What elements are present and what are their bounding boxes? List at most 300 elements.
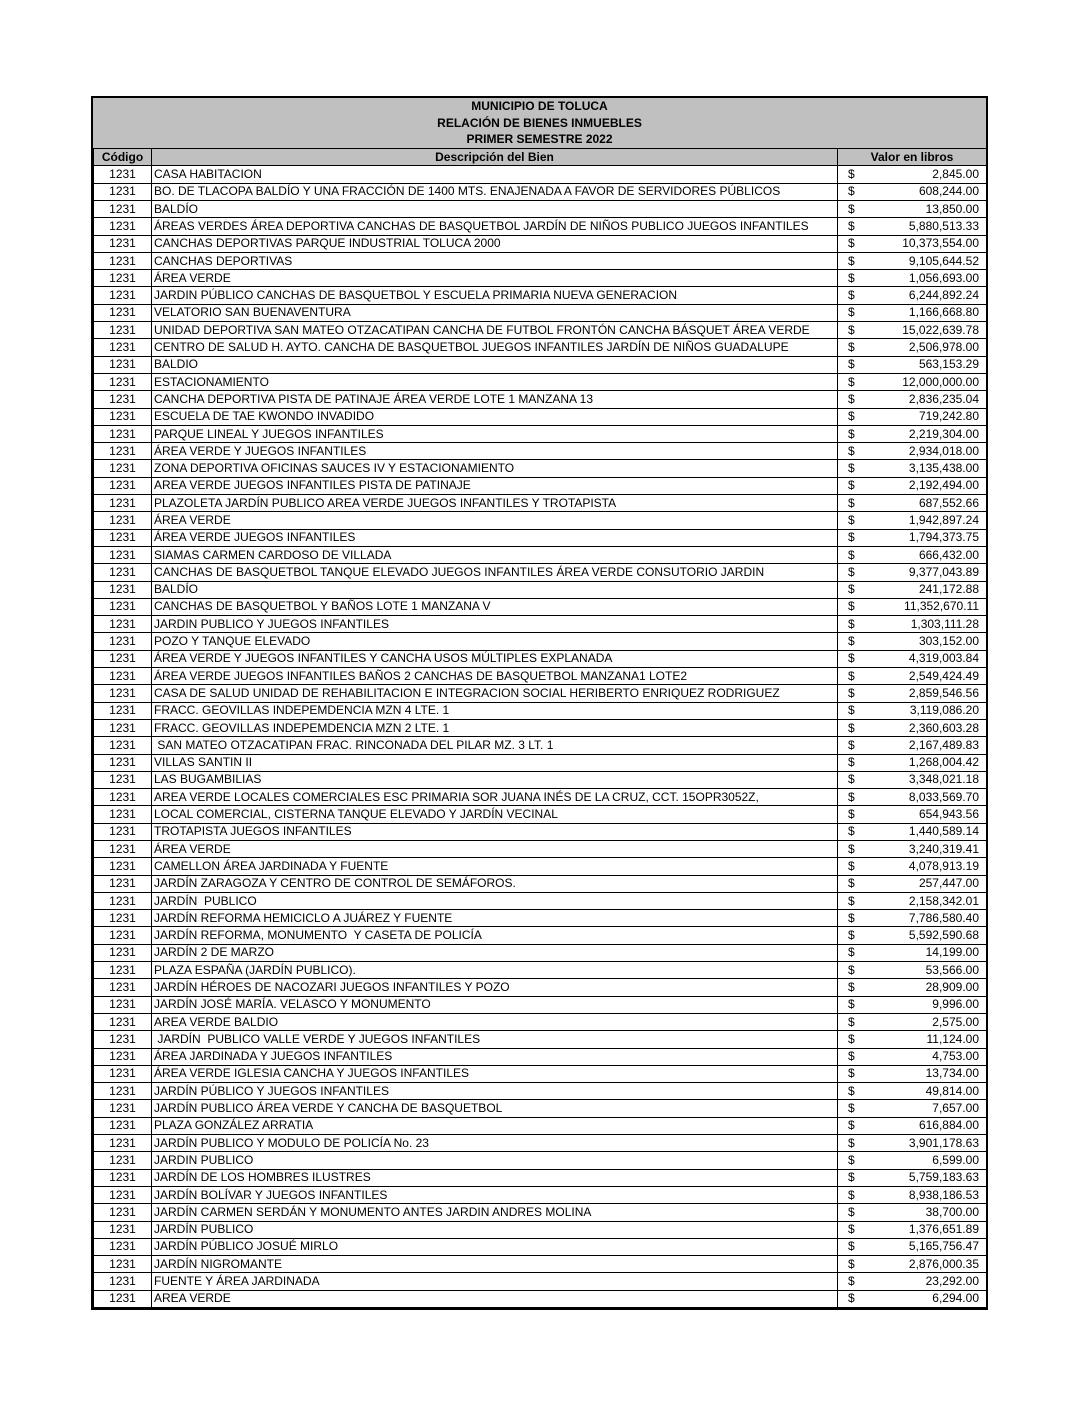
currency-symbol: $ xyxy=(848,184,855,199)
currency-symbol: $ xyxy=(848,858,855,873)
row-code: 1231 xyxy=(94,771,152,788)
row-code: 1231 xyxy=(94,1083,152,1100)
currency-symbol: $ xyxy=(848,478,855,493)
row-value xyxy=(838,322,987,339)
table-row xyxy=(94,1186,987,1203)
currency-symbol: $ xyxy=(848,980,855,994)
row-value xyxy=(838,1169,987,1186)
row-value xyxy=(838,823,987,840)
table-row xyxy=(94,789,987,806)
row-code: 1231 xyxy=(94,201,152,218)
row-code: 1231 xyxy=(94,218,152,235)
row-value xyxy=(838,754,987,771)
row-description: ÁREA VERDE JUEGOS INFANTILES BAÑOS 2 CANCHAS DE BASQUETBOL MANZANA1 LOTE2 xyxy=(152,668,838,685)
row-value xyxy=(838,789,987,806)
currency-symbol: $ xyxy=(848,270,855,285)
book-value-amount: 654,943.56 xyxy=(918,807,979,822)
row-description: JARDÍN HÉROES DE NACOZARI JUEGOS INFANTILES Y POZO xyxy=(152,979,838,996)
row-description: POZO Y TANQUE ELEVADO xyxy=(152,633,838,650)
currency-symbol: $ xyxy=(848,876,855,891)
row-code: 1231 xyxy=(94,979,152,996)
book-value-amount: 3,135,438.00 xyxy=(908,461,979,476)
table-row xyxy=(94,252,987,269)
currency-symbol: $ xyxy=(848,945,855,960)
book-value-amount: 2,876,000.35 xyxy=(908,1256,979,1271)
row-description: JARDÍN PUBLICO VALLE VERDE Y JUEGOS INFANTILES xyxy=(152,1031,838,1048)
book-value-amount: 2,549,424.49 xyxy=(908,668,979,683)
row-code: 1231 xyxy=(94,754,152,771)
row-value xyxy=(838,581,987,598)
row-code: 1231 xyxy=(94,373,152,390)
row-value xyxy=(838,512,987,529)
row-description: SAN MATEO OTZACATIPAN FRAC. RINCONADA DEL PILAR MZ. 3 LT. 1 xyxy=(152,737,838,754)
row-value xyxy=(838,287,987,304)
currency-symbol: $ xyxy=(848,1187,855,1202)
row-description: ÁREA VERDE Y JUEGOS INFANTILES Y CANCHA USOS MÚLTIPLES EXPLANADA xyxy=(152,650,838,667)
book-value-amount: 687,552.66 xyxy=(918,495,979,510)
table-row xyxy=(94,460,987,477)
row-code: 1231 xyxy=(94,737,152,754)
row-value xyxy=(838,166,987,183)
book-value-amount: 1,056,693.00 xyxy=(908,270,979,285)
table-row xyxy=(94,685,987,702)
row-value xyxy=(838,270,987,287)
table-row xyxy=(94,650,987,667)
row-value xyxy=(838,201,987,218)
column-header-value: Valor en libros xyxy=(838,149,987,166)
book-value-amount: 5,165,756.47 xyxy=(908,1239,979,1254)
table-row xyxy=(94,1273,987,1290)
row-description: LOCAL COMERCIAL, CISTERNA TANQUE ELEVADO Y JARDÍN VECINAL xyxy=(152,806,838,823)
table-row xyxy=(94,979,987,996)
row-code: 1231 xyxy=(94,564,152,581)
currency-symbol: $ xyxy=(848,703,855,718)
table-row xyxy=(94,598,987,615)
table-row xyxy=(94,356,987,373)
table-row xyxy=(94,1100,987,1117)
row-value xyxy=(838,858,987,875)
row-description: ÁREA JARDINADA Y JUEGOS INFANTILES xyxy=(152,1048,838,1065)
row-description: TROTAPISTA JUEGOS INFANTILES xyxy=(152,823,838,840)
row-code: 1231 xyxy=(94,460,152,477)
currency-symbol: $ xyxy=(848,564,855,579)
currency-symbol: $ xyxy=(848,547,855,562)
row-value xyxy=(838,1186,987,1203)
table-row xyxy=(94,1256,987,1273)
row-code: 1231 xyxy=(94,1238,152,1255)
report-subtitle: RELACIÓN DE BIENES INMUEBLES xyxy=(437,115,642,130)
currency-symbol: $ xyxy=(848,1031,855,1046)
row-value xyxy=(838,1152,987,1169)
row-value xyxy=(838,996,987,1013)
row-description: ZONA DEPORTIVA OFICINAS SAUCES IV Y ESTACIONAMIENTO xyxy=(152,460,838,477)
row-code: 1231 xyxy=(94,910,152,927)
row-code: 1231 xyxy=(94,425,152,442)
book-value-amount: 7,657.00 xyxy=(932,1101,979,1116)
row-code: 1231 xyxy=(94,443,152,460)
currency-symbol: $ xyxy=(848,1118,855,1133)
row-value xyxy=(838,806,987,823)
row-value xyxy=(838,668,987,685)
book-value-amount: 2,192,494.00 xyxy=(908,478,979,493)
book-value-amount: 2,575.00 xyxy=(932,1014,979,1029)
row-value xyxy=(838,616,987,633)
book-value-amount: 257,447.00 xyxy=(918,876,979,891)
table-row xyxy=(94,564,987,581)
row-value xyxy=(838,598,987,615)
row-value xyxy=(838,962,987,979)
currency-symbol: $ xyxy=(848,340,855,355)
row-description: CENTRO DE SALUD H. AYTO. CANCHA DE BASQUETBOL JUEGOS INFANTILES JARDÍN DE NIÑOS GUADALUPE xyxy=(152,339,838,356)
column-header-description: Descripción del Bien xyxy=(152,149,838,166)
row-description: BALDÍO xyxy=(152,201,838,218)
currency-symbol: $ xyxy=(848,841,855,856)
table-row xyxy=(94,495,987,512)
book-value-amount: 1,942,897.24 xyxy=(908,512,979,527)
row-value xyxy=(838,719,987,736)
row-code: 1231 xyxy=(94,252,152,269)
table-row xyxy=(94,581,987,598)
book-value-amount: 9,105,644.52 xyxy=(908,253,979,268)
row-description: FRACC. GEOVILLAS INDEPEMDENCIA MZN 2 LTE. 1 xyxy=(152,719,838,736)
book-value-amount: 4,078,913.19 xyxy=(908,858,979,873)
currency-symbol: $ xyxy=(848,928,855,943)
currency-symbol: $ xyxy=(848,253,855,268)
table-row xyxy=(94,858,987,875)
row-value xyxy=(838,546,987,563)
book-value-amount: 2,859,546.56 xyxy=(908,685,979,700)
row-code: 1231 xyxy=(94,529,152,546)
book-value-amount: 1,303,111.28 xyxy=(910,616,979,631)
table-row xyxy=(94,218,987,235)
row-description: AREA VERDE BALDIO xyxy=(152,1013,838,1030)
row-code: 1231 xyxy=(94,183,152,200)
currency-symbol: $ xyxy=(848,305,855,320)
book-value-amount: 10,373,554.00 xyxy=(902,236,979,251)
currency-symbol: $ xyxy=(848,997,855,1012)
row-value xyxy=(838,1065,987,1082)
row-description: CASA HABITACION xyxy=(152,166,838,183)
table-row xyxy=(94,391,987,408)
row-code: 1231 xyxy=(94,1221,152,1238)
report-header xyxy=(93,98,986,148)
table-row xyxy=(94,668,987,685)
row-code: 1231 xyxy=(94,927,152,944)
book-value-amount: 38,700.00 xyxy=(925,1204,979,1219)
currency-symbol: $ xyxy=(848,288,855,303)
row-description: JARDÍN PUBLICO xyxy=(152,892,838,909)
table-row xyxy=(94,892,987,909)
book-value-amount: 15,022,639.78 xyxy=(902,322,979,337)
currency-symbol: $ xyxy=(848,218,855,233)
row-description: UNIDAD DEPORTIVA SAN MATEO OTZACATIPAN CANCHA DE FUTBOL FRONTÓN CANCHA BÁSQUET ÁREA VERDE xyxy=(152,322,838,339)
row-code: 1231 xyxy=(94,304,152,321)
currency-symbol: $ xyxy=(848,426,855,441)
report-period: PRIMER SEMESTRE 2022 xyxy=(466,132,613,147)
row-code: 1231 xyxy=(94,1117,152,1134)
row-code: 1231 xyxy=(94,616,152,633)
currency-symbol: $ xyxy=(848,374,855,389)
row-description: FRACC. GEOVILLAS INDEPEMDENCIA MZN 4 LTE. 1 xyxy=(152,702,838,719)
book-value-amount: 11,352,670.11 xyxy=(904,599,979,614)
row-code: 1231 xyxy=(94,166,152,183)
row-description: SIAMAS CARMEN CARDOSO DE VILLADA xyxy=(152,546,838,563)
book-value-amount: 4,753.00 xyxy=(932,1049,979,1064)
table-row xyxy=(94,962,987,979)
currency-symbol: $ xyxy=(848,599,855,614)
column-header-code: Código xyxy=(94,149,152,166)
row-value xyxy=(838,771,987,788)
currency-symbol: $ xyxy=(848,1274,855,1289)
row-description: ÁREA VERDE xyxy=(152,840,838,857)
row-description: JARDÍN 2 DE MARZO xyxy=(152,944,838,961)
row-description: AREA VERDE LOCALES COMERCIALES ESC PRIMARIA SOR JUANA INÉS DE LA CRUZ, CCT. 15OPR3052Z, xyxy=(152,789,838,806)
row-code: 1231 xyxy=(94,789,152,806)
book-value-amount: 1,166,668.80 xyxy=(908,305,979,320)
currency-symbol: $ xyxy=(848,1152,855,1167)
table-row xyxy=(94,840,987,857)
table-row xyxy=(94,1204,987,1221)
table-row xyxy=(94,737,987,754)
table-row xyxy=(94,1013,987,1030)
row-value xyxy=(838,1221,987,1238)
table-row xyxy=(94,1135,987,1152)
table-row xyxy=(94,875,987,892)
table-row xyxy=(94,512,987,529)
table-row xyxy=(94,339,987,356)
book-value-amount: 2,934,018.00 xyxy=(908,443,979,458)
row-description: ESTACIONAMIENTO xyxy=(152,373,838,390)
book-value-amount: 563,153.29 xyxy=(918,357,979,372)
currency-symbol: $ xyxy=(848,236,855,251)
table-row xyxy=(94,1169,987,1186)
row-code: 1231 xyxy=(94,1031,152,1048)
row-code: 1231 xyxy=(94,339,152,356)
book-value-amount: 3,348,021.18 xyxy=(908,772,979,787)
row-description: JARDÍN PÚBLICO JOSUÉ MIRLO xyxy=(152,1238,838,1255)
currency-symbol: $ xyxy=(848,1256,855,1271)
row-description: PLAZA GONZÁLEZ ARRATIA xyxy=(152,1117,838,1134)
currency-symbol: $ xyxy=(848,962,855,977)
row-value xyxy=(838,443,987,460)
book-value-amount: 1,794,373.75 xyxy=(908,530,979,545)
row-value xyxy=(838,425,987,442)
row-description: JARDÍN PUBLICO xyxy=(152,1221,838,1238)
row-description: VILLAS SANTIN II xyxy=(152,754,838,771)
book-value-amount: 2,360,603.28 xyxy=(908,720,979,735)
row-value xyxy=(838,1290,987,1307)
table-row xyxy=(94,322,987,339)
table-body xyxy=(94,166,987,1308)
book-value-amount: 2,219,304.00 xyxy=(908,426,979,441)
row-description: JARDÍN PUBLICO Y MODULO DE POLICÍA No. 23 xyxy=(152,1135,838,1152)
currency-symbol: $ xyxy=(848,807,855,822)
table-row xyxy=(94,270,987,287)
currency-symbol: $ xyxy=(848,391,855,406)
row-code: 1231 xyxy=(94,962,152,979)
row-code: 1231 xyxy=(94,823,152,840)
row-code: 1231 xyxy=(94,512,152,529)
row-code: 1231 xyxy=(94,581,152,598)
row-code: 1231 xyxy=(94,944,152,961)
table-row xyxy=(94,910,987,927)
row-code: 1231 xyxy=(94,1065,152,1082)
currency-symbol: $ xyxy=(848,772,855,787)
row-description: CANCHAS DEPORTIVAS PARQUE INDUSTRIAL TOLUCA 2000 xyxy=(152,235,838,252)
book-value-amount: 4,319,003.84 xyxy=(908,651,979,666)
row-code: 1231 xyxy=(94,650,152,667)
table-row xyxy=(94,1238,987,1255)
row-code: 1231 xyxy=(94,668,152,685)
row-description: JARDÍN PUBLICO ÁREA VERDE Y CANCHA DE BASQUETBOL xyxy=(152,1100,838,1117)
book-value-amount: 5,592,590.68 xyxy=(908,928,979,943)
row-code: 1231 xyxy=(94,633,152,650)
row-value xyxy=(838,529,987,546)
book-value-amount: 13,850.00 xyxy=(925,201,979,216)
book-value-amount: 5,880,513.33 xyxy=(908,218,979,233)
row-description: CANCHAS DE BASQUETBOL TANQUE ELEVADO JUEGOS INFANTILES ÁREA VERDE CONSUTORIO JARDIN xyxy=(152,564,838,581)
row-value xyxy=(838,1273,987,1290)
row-value xyxy=(838,685,987,702)
row-description: JARDÍN REFORMA, MONUMENTO Y CASETA DE POLICÍA xyxy=(152,927,838,944)
currency-symbol: $ xyxy=(848,651,855,666)
book-value-amount: 2,845.00 xyxy=(932,167,979,182)
row-code: 1231 xyxy=(94,356,152,373)
book-value-amount: 6,244,892.24 xyxy=(908,288,979,303)
row-value xyxy=(838,339,987,356)
book-value-amount: 2,158,342.01 xyxy=(908,893,979,908)
book-value-amount: 719,242.80 xyxy=(918,409,979,424)
row-description: BO. DE TLACOPA BALDÍO Y UNA FRACCIÓN DE 1400 MTS. ENAJENADA A FAVOR DE SERVIDORES PÚBLICOS xyxy=(152,183,838,200)
currency-symbol: $ xyxy=(848,1170,855,1185)
row-code: 1231 xyxy=(94,1204,152,1221)
table-row xyxy=(94,702,987,719)
row-code: 1231 xyxy=(94,322,152,339)
currency-symbol: $ xyxy=(848,1291,855,1306)
row-description: PLAZOLETA JARDÍN PUBLICO AREA VERDE JUEGOS INFANTILES Y TROTAPISTA xyxy=(152,495,838,512)
row-description: JARDIN PUBLICO xyxy=(152,1152,838,1169)
row-code: 1231 xyxy=(94,546,152,563)
currency-symbol: $ xyxy=(848,789,855,804)
currency-symbol: $ xyxy=(848,461,855,476)
row-value xyxy=(838,218,987,235)
row-code: 1231 xyxy=(94,1135,152,1152)
table-row xyxy=(94,927,987,944)
row-code: 1231 xyxy=(94,1290,152,1307)
row-description: ÁREA VERDE xyxy=(152,512,838,529)
assets-table xyxy=(93,148,987,1308)
row-value xyxy=(838,564,987,581)
table-row xyxy=(94,287,987,304)
currency-symbol: $ xyxy=(848,668,855,683)
row-value xyxy=(838,373,987,390)
currency-symbol: $ xyxy=(848,167,855,182)
row-value xyxy=(838,1204,987,1221)
currency-symbol: $ xyxy=(848,737,855,752)
table-row xyxy=(94,183,987,200)
row-value xyxy=(838,875,987,892)
row-value xyxy=(838,183,987,200)
row-code: 1231 xyxy=(94,1048,152,1065)
table-row xyxy=(94,443,987,460)
table-header-row xyxy=(94,149,987,166)
table-row xyxy=(94,1083,987,1100)
row-description: ÁREA VERDE JUEGOS INFANTILES xyxy=(152,529,838,546)
row-code: 1231 xyxy=(94,858,152,875)
table-row xyxy=(94,754,987,771)
row-description: JARDÍN BOLÍVAR Y JUEGOS INFANTILES xyxy=(152,1186,838,1203)
row-code: 1231 xyxy=(94,1256,152,1273)
book-value-amount: 7,786,580.40 xyxy=(908,910,979,925)
row-description: PLAZA ESPAÑA (JARDÍN PUBLICO). xyxy=(152,962,838,979)
currency-symbol: $ xyxy=(848,512,855,527)
book-value-amount: 23,292.00 xyxy=(925,1274,979,1289)
book-value-amount: 49,814.00 xyxy=(925,1083,979,1098)
table-row xyxy=(94,1031,987,1048)
row-value xyxy=(838,979,987,996)
book-value-amount: 1,376,651.89 xyxy=(908,1222,979,1237)
currency-symbol: $ xyxy=(848,495,855,510)
row-value xyxy=(838,1238,987,1255)
table-row xyxy=(94,633,987,650)
book-value-amount: 13,734.00 xyxy=(925,1066,979,1081)
row-value xyxy=(838,1117,987,1134)
book-value-amount: 608,244.00 xyxy=(918,184,979,199)
book-value-amount: 14,199.00 xyxy=(925,945,979,960)
row-code: 1231 xyxy=(94,1100,152,1117)
row-description: AREA VERDE JUEGOS INFANTILES PISTA DE PATINAJE xyxy=(152,477,838,494)
currency-symbol: $ xyxy=(848,634,855,649)
currency-symbol: $ xyxy=(848,893,855,908)
book-value-amount: 3,119,086.20 xyxy=(909,703,979,718)
currency-symbol: $ xyxy=(848,616,855,631)
currency-symbol: $ xyxy=(848,1101,855,1116)
row-description: JARDIN PÚBLICO CANCHAS DE BASQUETBOL Y ESCUELA PRIMARIA NUEVA GENERACION xyxy=(152,287,838,304)
book-value-amount: 8,033,569.70 xyxy=(908,789,979,804)
table-row xyxy=(94,996,987,1013)
book-value-amount: 3,901,178.63 xyxy=(908,1135,979,1150)
row-code: 1231 xyxy=(94,806,152,823)
row-code: 1231 xyxy=(94,702,152,719)
row-description: PARQUE LINEAL Y JUEGOS INFANTILES xyxy=(152,425,838,442)
row-value xyxy=(838,252,987,269)
table-row xyxy=(94,235,987,252)
row-description: CASA DE SALUD UNIDAD DE REHABILITACION E INTEGRACION SOCIAL HERIBERTO ENRIQUEZ RODRIGUEZ xyxy=(152,685,838,702)
row-code: 1231 xyxy=(94,875,152,892)
row-description: CANCHA DEPORTIVA PISTA DE PATINAJE ÁREA VERDE LOTE 1 MANZANA 13 xyxy=(152,391,838,408)
table-row xyxy=(94,616,987,633)
book-value-amount: 616,884.00 xyxy=(918,1118,979,1133)
book-value-amount: 666,432.00 xyxy=(918,547,979,562)
row-value xyxy=(838,1083,987,1100)
row-description: JARDÍN CARMEN SERDÁN Y MONUMENTO ANTES JARDIN ANDRES MOLINA xyxy=(152,1204,838,1221)
table-row xyxy=(94,1290,987,1307)
table-row xyxy=(94,1065,987,1082)
row-description: JARDIN PUBLICO Y JUEGOS INFANTILES xyxy=(152,616,838,633)
book-value-amount: 28,909.00 xyxy=(925,980,979,994)
table-row xyxy=(94,1117,987,1134)
currency-symbol: $ xyxy=(848,1014,855,1029)
table-row xyxy=(94,806,987,823)
row-value xyxy=(838,1048,987,1065)
row-code: 1231 xyxy=(94,892,152,909)
currency-symbol: $ xyxy=(848,755,855,770)
row-code: 1231 xyxy=(94,495,152,512)
row-description: JARDÍN DE LOS HOMBRES ILUSTRES xyxy=(152,1169,838,1186)
row-value xyxy=(838,633,987,650)
currency-symbol: $ xyxy=(848,1083,855,1098)
row-code: 1231 xyxy=(94,391,152,408)
